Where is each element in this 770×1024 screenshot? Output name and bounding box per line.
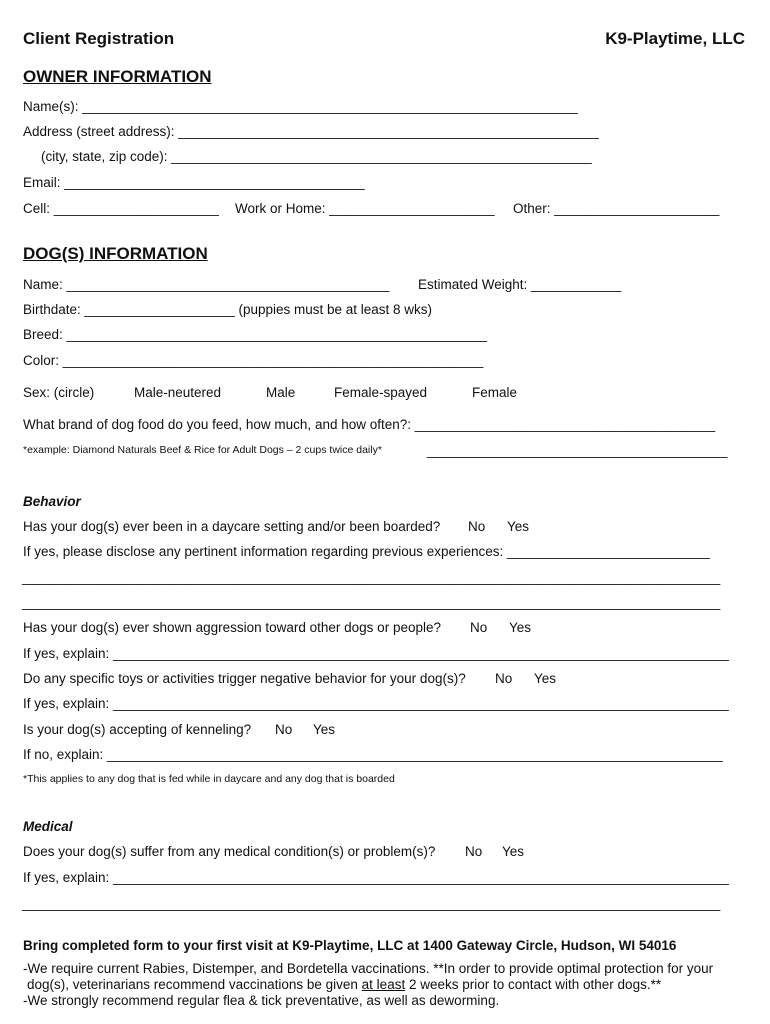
- daycare-no-option[interactable]: No: [468, 519, 486, 534]
- sex-option-male-neutered[interactable]: Male-neutered: [134, 385, 222, 400]
- sex-option-female-spayed[interactable]: Female-spayed: [334, 385, 428, 400]
- blank-line[interactable]: _____________________________________________________________________________________________: [22, 570, 721, 585]
- owner-address-field[interactable]: Address (street address): ________________________________________________________: [23, 124, 599, 139]
- behavior-note: *This applies to any dog that is fed while in daycare and any dog that is boarded: [23, 773, 395, 785]
- dog-color-field[interactable]: Color: ________________________________________________________: [23, 353, 484, 368]
- aggression-question: Has your dog(s) ever shown aggression toward other dogs or people?: [23, 620, 441, 635]
- owner-info-heading: OWNER INFORMATION: [23, 67, 212, 86]
- form-title: Client Registration: [23, 29, 175, 48]
- medical-question: Does your dog(s) suffer from any medical condition(s) or problem(s)?: [23, 844, 436, 859]
- dog-name-field[interactable]: Name: ___________________________________________: [23, 277, 390, 292]
- behavior-heading: Behavior: [23, 494, 81, 509]
- sex-label: Sex: (circle): [23, 385, 95, 400]
- daycare-question: Has your dog(s) ever been in a daycare setting and/or been boarded?: [23, 519, 441, 534]
- triggers-explain-field[interactable]: If yes, explain: __________________________________________________________________________________: [23, 696, 729, 711]
- dog-food-line[interactable]: ________________________________________: [427, 443, 728, 458]
- daycare-followup-field[interactable]: If yes, please disclose any pertinent information regarding previous experiences: ___________________________: [23, 544, 710, 559]
- owner-names-field[interactable]: Name(s): __________________________________________________________________: [23, 99, 578, 114]
- bring-form-notice: Bring completed form to your first visit at K9-Playtime, LLC at 1400 Gateway Circle, Hudson, WI 54016: [23, 938, 677, 953]
- triggers-question: Do any specific toys or activities trigger negative behavior for your dog(s)?: [23, 671, 466, 686]
- vaccination-recommendation: dog(s), veterinarians recommend vaccinations be given at least 2 weeks prior to contact with other dogs.**: [27, 977, 662, 992]
- sex-option-female[interactable]: Female: [472, 385, 518, 400]
- kennel-no-option[interactable]: No: [275, 722, 293, 737]
- dog-food-field[interactable]: What brand of dog food do you feed, how much, and how often?: ________________________________________: [23, 417, 716, 432]
- kennel-question: Is your dog(s) accepting of kenneling?: [23, 722, 252, 737]
- medical-heading: Medical: [23, 819, 73, 834]
- medical-yes-option[interactable]: Yes: [502, 844, 525, 859]
- vaccination-requirement: -We require current Rabies, Distemper, and Bordetella vaccinations. **In order to provide optimal protection for your: [23, 961, 714, 976]
- kennel-yes-option[interactable]: Yes: [313, 722, 336, 737]
- dog-food-example: *example: Diamond Naturals Beef & Rice for Adult Dogs – 2 cups twice daily*: [23, 444, 382, 456]
- owner-other-field[interactable]: Other: ______________________: [513, 201, 720, 216]
- owner-cell-field[interactable]: Cell: ______________________: [23, 201, 219, 216]
- aggression-explain-field[interactable]: If yes, explain: __________________________________________________________________________________: [23, 646, 729, 661]
- sex-option-male[interactable]: Male: [266, 385, 296, 400]
- triggers-no-option[interactable]: No: [495, 671, 513, 686]
- flea-tick-recommendation: -We strongly recommend regular flea & tick preventative, as well as deworming.: [23, 993, 500, 1008]
- aggression-yes-option[interactable]: Yes: [509, 620, 532, 635]
- owner-city-field[interactable]: (city, state, zip code): ________________________________________________________: [41, 149, 592, 164]
- dog-breed-field[interactable]: Breed: ________________________________________________________: [23, 327, 487, 342]
- medical-no-option[interactable]: No: [465, 844, 483, 859]
- dog-birthdate-field[interactable]: Birthdate: ____________________ (puppies must be at least 8 wks): [23, 302, 433, 317]
- blank-line[interactable]: _____________________________________________________________________________________________: [22, 896, 721, 911]
- daycare-yes-option[interactable]: Yes: [507, 519, 530, 534]
- owner-email-field[interactable]: Email: ________________________________________: [23, 175, 365, 190]
- medical-explain-field[interactable]: If yes, explain: __________________________________________________________________________________: [23, 870, 729, 885]
- dog-weight-field[interactable]: Estimated Weight: ____________: [418, 277, 622, 292]
- triggers-yes-option[interactable]: Yes: [534, 671, 557, 686]
- blank-line[interactable]: _____________________________________________________________________________________________: [22, 595, 721, 610]
- aggression-no-option[interactable]: No: [470, 620, 488, 635]
- owner-work-field[interactable]: Work or Home: ______________________: [235, 201, 495, 216]
- dog-info-heading: DOG(S) INFORMATION: [23, 244, 208, 263]
- company-name: K9-Playtime, LLC: [605, 29, 745, 48]
- kennel-explain-field[interactable]: If no, explain: __________________________________________________________________________________: [23, 747, 723, 762]
